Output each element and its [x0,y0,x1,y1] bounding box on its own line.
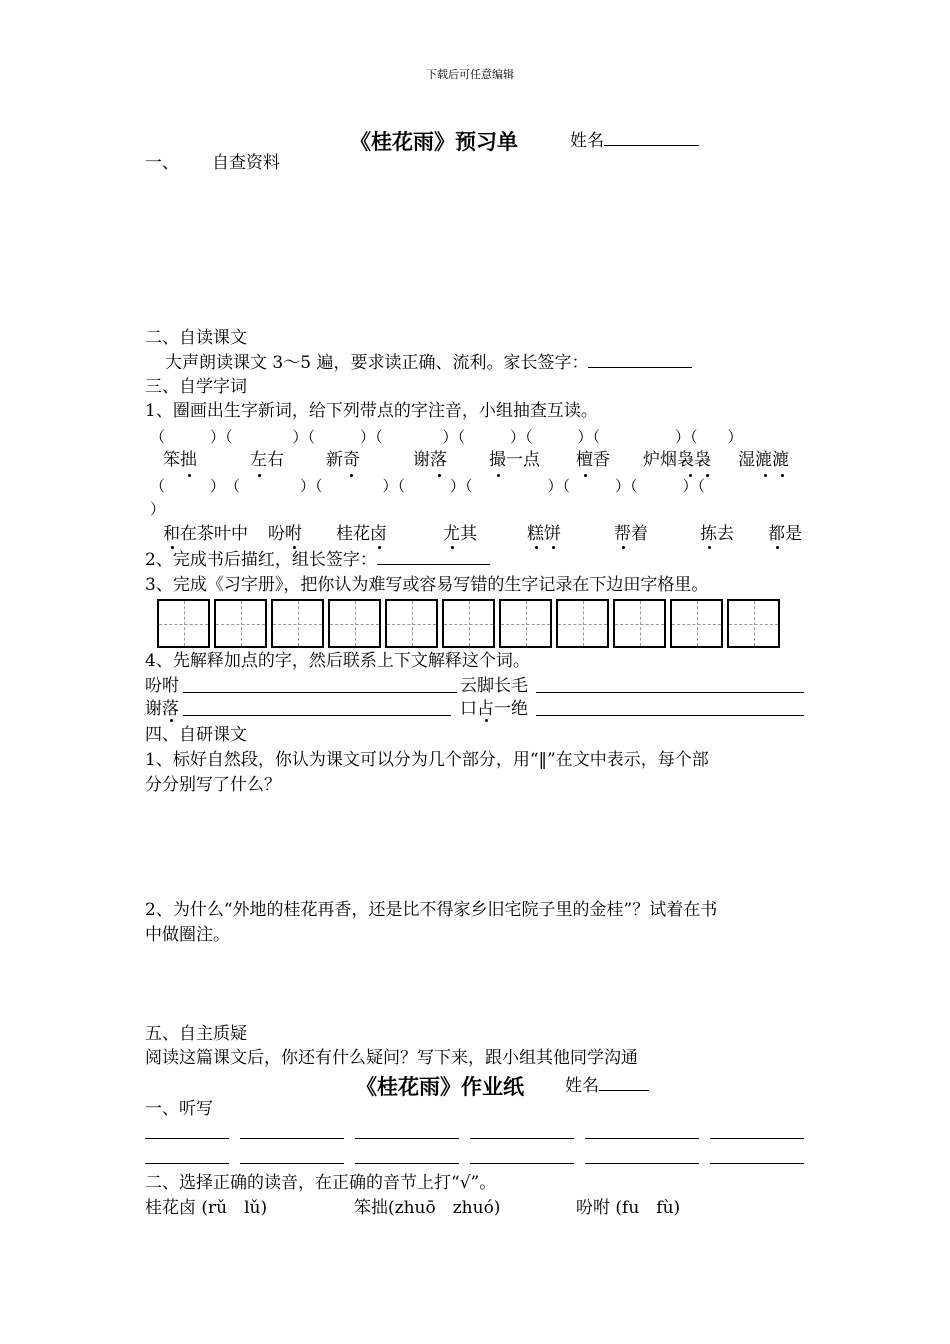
word-1-2: 左右 [250,450,284,470]
word-1-3: 新奇 [326,450,360,470]
emphasis-dot [485,719,488,722]
section-3-title: 三、自学字词 [145,377,247,397]
word-2-1: 和在茶叶中 [163,524,248,544]
name-blank[interactable] [604,129,699,146]
word-1-1: 笨拙 [163,450,197,470]
tianzige-cell[interactable] [727,599,780,648]
dictation-line[interactable] [470,1163,574,1164]
section-2-title: 二、自读课文 [145,328,247,348]
tianzige-cell[interactable] [271,599,324,648]
tianzige-cell[interactable] [385,599,438,648]
section-4-q2-line-1: 2、为什么“外地的桂花再香，还是比不得家乡旧宅院子里的金桂”？试着在书 [145,900,718,920]
word-2-7: 拣去 [700,524,734,544]
tianzige-cell[interactable] [442,599,495,648]
section-3-q4: 4、先解释加点的字，然后联系上下文解释这个词。 [145,651,530,671]
word-1-5: 撮一点 [489,450,540,470]
emphasis-dot [170,719,173,722]
word-2-4: 尤其 [443,524,477,544]
pinyin-paren-row-2: （ ） （ ）（ ）（ ）（ ）（ ）（ ）（ [150,477,706,495]
dictation-line[interactable] [240,1138,344,1139]
word-1-8: 湿漉漉 [738,450,789,470]
section-1-number: 一、 [145,153,179,173]
dictation-line[interactable] [710,1163,804,1164]
section-4-title: 四、自研课文 [145,725,247,745]
reading-pinyin[interactable]: (zhuō zhuó) [388,1198,501,1218]
reading-word: 笨拙 [354,1198,388,1218]
emphasis-dot [622,546,625,549]
section-3-q2-text: 2、完成书后描红，组长签字： [145,550,377,570]
header-note: 下载后可任意编辑 [426,68,514,81]
dictation-line[interactable] [710,1138,804,1139]
reading-item-2 [354,1197,500,1219]
word-1-6: 檀香 [576,450,610,470]
pinyin-paren-row-1: （ ）（ ）（ ）（ ）（ ）（ ）（ ）（ ） [150,428,743,446]
leader-signature-blank[interactable] [377,548,490,565]
word-1-4: 谢落 [413,450,447,470]
parent-signature-blank[interactable] [588,351,692,368]
tianzige-cell[interactable] [613,599,666,648]
reading-pinyin[interactable]: (rǔ lǔ) [201,1198,268,1218]
emphasis-dot [781,474,784,477]
word-2-3: 桂花卤 [336,524,387,544]
section-2-text [165,351,692,374]
section-3-q3: 3、完成《习字册》，把你认为难写或容易写错的生字记录在下边田字格里。 [145,575,709,595]
tianzige-grid [157,599,780,648]
read-aloud-instruction: 大声朗读课文 3～5 遍，要求读正确、流利。家长签字： [165,353,589,373]
section-4-q1-line-1: 1、标好自然段，你认为课文可以分为几个部分，用“‖”在文中表示，每个部 [145,750,709,770]
explain-right-2: 口占一绝 [460,699,528,719]
emphasis-dot [552,546,555,549]
word-2-8: 都是 [768,524,802,544]
emphasis-dot [706,474,709,477]
reading-choice-title: 二、选择正确的读音，在正确的音节上打“√”。 [145,1173,497,1193]
emphasis-dot [535,546,538,549]
word-2-6: 帮着 [614,524,648,544]
homework-title: 《桂花雨》作业纸 [356,1074,524,1099]
tianzige-cell[interactable] [157,599,210,648]
dictation-line[interactable] [240,1163,344,1164]
section-3-q1: 1、圈画出生字新词，给下列带点的字注音，小组抽查互读。 [145,401,598,421]
section-3-q2 [145,548,490,571]
explain-blank[interactable] [536,692,804,693]
dictation-line[interactable] [145,1163,229,1164]
pinyin-paren-row-2-cont: ） [150,500,166,518]
section-5-text: 阅读这篇课文后，你还有什么疑问？写下来，跟小组其他同学沟通 [145,1048,638,1068]
reading-word: 吩咐 [576,1198,610,1218]
dictation-line[interactable] [585,1163,699,1164]
explain-blank[interactable] [183,692,457,693]
reading-word: 桂花卤 [145,1198,196,1218]
tianzige-cell[interactable] [499,599,552,648]
page-title: 《桂花雨》预习单 [350,129,518,154]
name-label [570,129,699,152]
word-1-7: 炉烟袅袅 [643,450,711,470]
dictation-line[interactable] [145,1138,229,1139]
homework-name-label [565,1074,649,1097]
dictation-line[interactable] [355,1138,459,1139]
tianzige-cell[interactable] [328,599,381,648]
word-2-5: 糕饼 [527,524,561,544]
explain-left-2: 谢落 [145,699,179,719]
tianzige-cell[interactable] [670,599,723,648]
word-2-2: 吩咐 [268,524,302,544]
section-4-q2-line-2: 中做圈注。 [145,925,230,945]
emphasis-dot [776,546,779,549]
emphasis-dot [764,474,767,477]
explain-blank[interactable] [183,715,451,716]
section-5-title: 五、自主质疑 [145,1024,247,1044]
tianzige-cell[interactable] [556,599,609,648]
explain-right-1: 云脚长毛 [460,676,528,696]
reading-pinyin[interactable]: (fu fù) [615,1198,681,1218]
tianzige-cell[interactable] [214,599,267,648]
dictation-line[interactable] [470,1138,574,1139]
explain-left-1: 吩咐 [145,676,179,696]
explain-blank[interactable] [536,715,804,716]
name-label-text: 姓名 [570,131,604,151]
section-1-title: 自查资料 [212,153,280,173]
reading-item-3 [576,1197,680,1219]
dictation-line[interactable] [355,1163,459,1164]
homework-name-blank[interactable] [599,1074,649,1091]
reading-item-1 [145,1197,267,1219]
homework-name-label-text: 姓名 [565,1076,599,1096]
dictation-line[interactable] [585,1138,699,1139]
section-4-q1-line-2: 分分别写了什么？ [145,775,281,795]
dictation-title: 一、听写 [145,1099,213,1119]
emphasis-dot [708,546,711,549]
